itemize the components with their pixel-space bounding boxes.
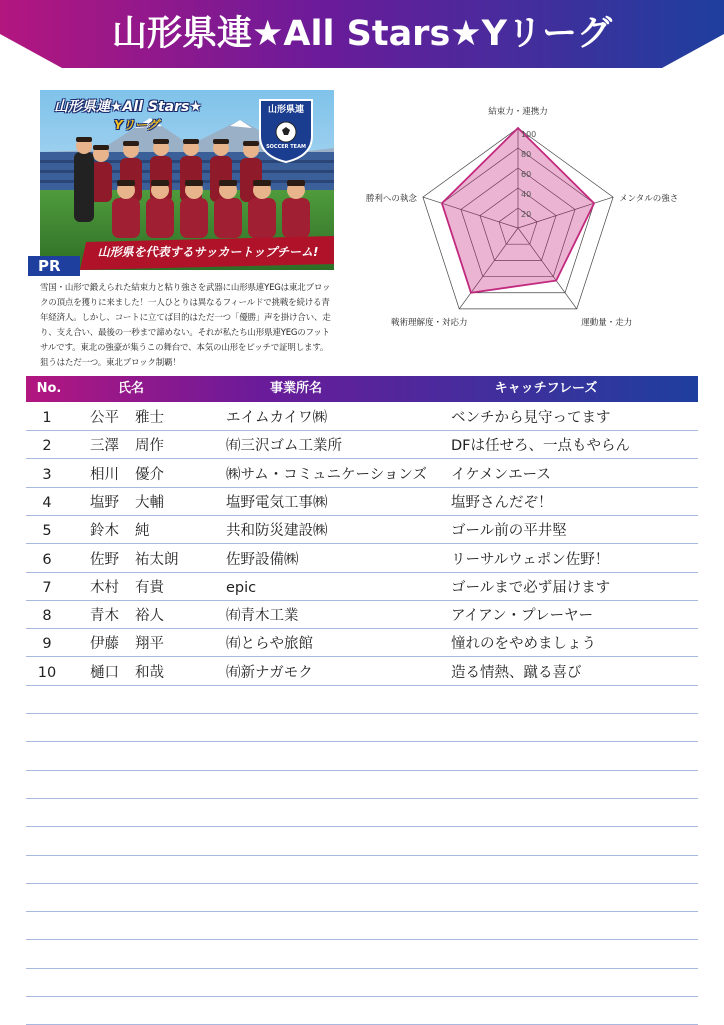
radar-tick-label: 80 <box>521 150 532 159</box>
radar-axis-label: 結束力・連携力 <box>488 107 548 117</box>
player-name <box>90 487 164 515</box>
title-banner <box>0 0 724 72</box>
radar-axis-label: 運動量・走力 <box>581 317 633 328</box>
empty-table-row <box>26 911 698 940</box>
row-number: 7 <box>42 579 52 596</box>
player-surname: 青木 <box>90 608 119 625</box>
table-row <box>26 572 698 601</box>
player-surname: 伊藤 <box>90 636 119 653</box>
radar-axis-label: 戦術理解度・対応力 <box>390 317 468 328</box>
player-surname: 木村 <box>90 579 119 596</box>
table-row <box>26 459 698 488</box>
company-name: ㈲青木工業 <box>226 608 299 625</box>
logo-line-1: 山形県連★All Stars★ <box>54 99 202 115</box>
player-surname: 公平 <box>90 410 119 426</box>
header-phrase: キャッチフレーズ <box>494 381 598 396</box>
table-header <box>26 376 698 402</box>
table-row <box>26 628 698 657</box>
player-given-name: 周作 <box>135 438 164 455</box>
player-name <box>90 402 164 430</box>
catch-phrase: 憧れのをやめましょう <box>451 636 596 653</box>
page-title: 山形県連★All Stars★Yリーグ <box>111 14 612 54</box>
player-surname: 三澤 <box>90 438 119 455</box>
player-name <box>90 459 164 487</box>
player-surname: 佐野 <box>90 551 119 568</box>
company-name: 佐野設備㈱ <box>226 551 299 568</box>
header-name: 氏名 <box>117 381 144 396</box>
player-given-name: 祐太朗 <box>135 551 179 568</box>
row-number: 1 <box>42 410 52 426</box>
player-given-name: 翔平 <box>135 636 164 653</box>
player-given-name: 大輔 <box>135 494 164 511</box>
catch-phrase: アイアン・プレーヤー <box>451 608 594 625</box>
radar-axis-label: 勝利への執念 <box>365 194 417 205</box>
header-no: No. <box>36 381 62 396</box>
company-name: 共和防災建設㈱ <box>226 523 328 540</box>
radar-tick-label: 60 <box>521 170 532 179</box>
catch-phrase: ゴール前の平井堅 <box>451 523 567 540</box>
radar-axis-label: メンタルの強さ <box>619 194 679 205</box>
player-given-name: 和哉 <box>135 664 164 681</box>
player-name <box>90 572 164 600</box>
crest-name: 山形県連 <box>267 105 304 115</box>
player-surname: 塩野 <box>90 494 119 511</box>
row-number: 6 <box>42 551 52 568</box>
table-row <box>26 600 698 629</box>
logo-line-2: Yリーグ <box>114 118 159 132</box>
team-photo <box>40 90 334 270</box>
player-given-name: 純 <box>135 523 150 540</box>
player-given-name: 優介 <box>135 466 164 483</box>
player-given-name: 裕人 <box>135 608 164 625</box>
company-name: 塩野電気工事㈱ <box>226 494 328 511</box>
empty-table-row <box>26 855 698 884</box>
radar-data-area <box>442 128 594 293</box>
row-number: 9 <box>42 636 52 653</box>
empty-table-row <box>26 713 698 742</box>
table-row <box>26 544 698 573</box>
player-name <box>90 600 164 628</box>
company-name: ㈲新ナガモク <box>226 664 313 681</box>
empty-table-row <box>26 940 698 969</box>
empty-table-row <box>26 685 698 714</box>
empty-table-row <box>26 883 698 912</box>
empty-table-row <box>26 996 698 1025</box>
player-name <box>90 515 150 543</box>
radar-tick-label: 100 <box>521 130 537 139</box>
catch-phrase: ゴールまで必ず届けます <box>451 579 611 596</box>
team-crest <box>258 98 314 164</box>
empty-table-row <box>26 798 698 827</box>
company-name: ㈲三沢ゴム工業所 <box>226 438 342 455</box>
photo-logo-text <box>54 96 202 133</box>
empty-table-row <box>26 742 698 771</box>
player-name <box>90 657 164 685</box>
table-row <box>26 657 698 686</box>
catch-phrase: ベンチから見守ってます <box>451 410 611 426</box>
row-number: 5 <box>42 523 52 540</box>
catch-phrase: リーサルウェポン佐野！ <box>451 551 610 568</box>
catch-phrase: DFは任せろ、一点もやらん <box>451 438 631 455</box>
empty-table-row <box>26 770 698 799</box>
company-name: ㈲とらや旅館 <box>226 636 313 653</box>
row-number: 4 <box>42 494 52 511</box>
row-number: 2 <box>42 438 52 455</box>
player-given-name: 有貴 <box>135 579 164 596</box>
empty-table-row <box>26 968 698 997</box>
photo-slogan: 山形県を代表するサッカートップチーム! <box>97 245 319 259</box>
radar-tick-label: 40 <box>521 190 532 199</box>
player-surname: 相川 <box>90 466 119 483</box>
pr-text: 雪国・山形で鍛えられた結束力と粘り強さを武器に山形県連YEGは東北ブロックの頂点を獲りに来ました！一人ひとりは異なるフィールドで挑戦を続ける青年経済人。しかし、コートに立てば目的はただ一つ「優勝」声を掛け合い、走り、支え合い、最後の一秒まで諦めない。それが私たち山形県連YEGのフットサルです。東北の強豪が集うこの舞台で、本気の山形をピッチで証明します。狙うはただ一つ。東北ブロック制覇！ <box>40 283 331 368</box>
player-surname: 鈴木 <box>90 523 119 540</box>
company-name: ㈱サム・コミュニケーションズ <box>226 466 427 483</box>
company-name: epic <box>226 579 257 596</box>
table-row <box>26 402 698 431</box>
catch-phrase: 塩野さんだぞ！ <box>451 494 553 511</box>
radar-chart <box>340 100 710 350</box>
player-name <box>90 430 164 458</box>
player-given-name: 雅士 <box>135 410 164 426</box>
header-company: 事業所名 <box>269 381 322 396</box>
radar-tick-label: 20 <box>521 210 532 219</box>
player-surname: 樋口 <box>90 664 119 681</box>
table-row <box>26 515 698 544</box>
player-name <box>90 628 164 656</box>
catch-phrase: イケメンエース <box>451 466 551 483</box>
row-number: 8 <box>42 608 52 625</box>
row-number: 10 <box>37 664 57 681</box>
pr-tag: PR <box>28 256 80 276</box>
row-number: 3 <box>42 466 52 483</box>
radar-chart-svg <box>340 100 710 350</box>
empty-table-row <box>26 827 698 856</box>
crest-subtitle: SOCCER TEAM <box>266 144 306 150</box>
catch-phrase: 造る情熱、蹴る喜び <box>451 664 582 681</box>
table-row <box>26 430 698 459</box>
roster-table <box>26 376 698 681</box>
table-row <box>26 487 698 516</box>
player-name <box>90 544 179 572</box>
company-name: エイムカイワ㈱ <box>226 410 328 426</box>
